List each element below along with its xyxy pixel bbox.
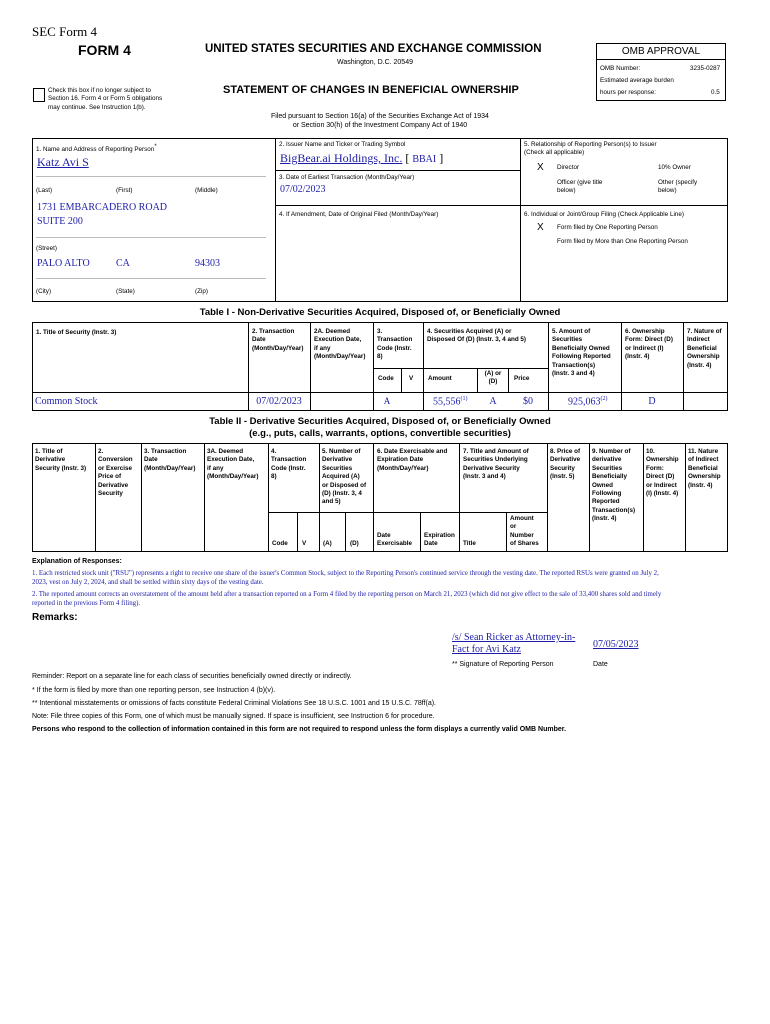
box4-label: 4. If Amendment, Date of Original Filed (Month/Day/Year) [279,211,439,218]
reminder-text: Reminder: Report on a separate line for each class of securities beneficially owned directly or indirectly. [32,673,352,680]
t2-sub-d: (D) [350,540,359,547]
other-label: Other (specify below) [658,179,698,195]
t1-row-code: A [383,396,391,406]
issuer-name: BigBear.ai Holdings, Inc. [280,151,403,165]
t1-row-price: $0 [523,396,533,407]
issuer-name-ticker: BigBear.ai Holdings, Inc. [ BBAI ] [280,151,444,165]
more-persons-label: Form filed by More than One Reporting Person [557,238,688,245]
footnote-2: 2. The reported amount corrects an overstatement of the amount held after a transaction reported on a Form 4 filed by the reporting person on March 21, 2023 (which did not give effect to the sale of 33,400 shares sold and timely reported in the previous Form 4 filing). [32,591,662,607]
t2-col-trans-date: 3. Transaction Date (Month/Day/Year) [144,448,196,472]
box5-label: 5. Relationship of Reporting Person(s) to Issuer (Check all applicable) [524,141,657,157]
t2-sub-expiration: Expiration Date [424,532,455,548]
officer-label: Officer (give title below) [557,179,603,195]
t1-col-title: 1. Title of Security (Instr. 3) [36,329,117,336]
omb-number-value: 3235-0287 [690,65,721,72]
t1-col-amount-owned: 5. Amount of Securities Beneficially Owned Following Reported Transaction(s) (Instr. 3 and 4) [552,328,611,378]
t2-col-nature: 11. Nature of Indirect Beneficial Ownership (Instr. 4) [688,448,721,489]
state-value: CA [116,258,130,269]
t1-col-deemed: 2A. Deemed Execution Date, if any (Month/Day/Year) [314,328,366,361]
t1-col-code: 3. Transaction Code (Instr. 8) [377,328,413,361]
zip-value: 94303 [195,258,220,269]
statement-title: STATEMENT OF CHANGES IN BENEFICIAL OWNERSHIP [223,84,519,96]
t1-row-date: 07/02/2023 [256,396,302,407]
copies-note: Note: File three copies of this Form, one of which must be manually signed. If space is insufficient, see Instruction 6 for procedure. [32,713,435,720]
signature-label: ** Signature of Reporting Person [452,661,554,668]
table1-title: Table I - Non-Derivative Securities Acquired, Disposed of, or Beneficially Owned [199,307,561,318]
one-person-label: Form filed by One Reporting Person [557,224,658,231]
omb-hours-label: hours per response: [600,89,657,96]
box2-label: 2. Issuer Name and Ticker or Trading Symbol [279,141,406,148]
director-label: Director [557,164,580,171]
zip-label: (Zip) [195,288,208,295]
t2-sub-v: V [302,540,307,547]
date-label: Date [593,661,608,668]
t1-row-form: D [648,396,656,407]
ticker-symbol: BBAI [412,154,437,165]
box3-label: 3. Date of Earliest Transaction (Month/Day/Year) [279,174,415,181]
no-longer-subject-checkbox[interactable] [33,88,45,102]
t1-sub-price: Price [514,375,530,382]
t2-col-number: 5. Number of Derivative Securities Acquired (A) or Disposed of (D) (Instr. 3, 4 and 5) [322,448,367,506]
t2-col-ownership-form: 10. Ownership Form: Direct (D) or Indirect (I) (Instr. 4) [646,448,679,498]
t1-row-amount: 55,556$^{(1)}$ [433,396,468,408]
t1-row-owned: 925,063$^{(2)}$ [568,396,608,408]
explanation-heading: Explanation of Responses: [32,558,122,565]
checkbox-label: Check this box if no longer subject to Section 16. Form 4 or Form 5 obligations may continue. See Instruction 1(b). [48,87,163,111]
t2-sub-title: Title [463,540,476,547]
t2-col-underlying: 7. Title and Amount of Securities Underlying Derivative Security (Instr. 3 and 4) [463,448,529,481]
address-line-2: SUITE 200 [37,216,83,227]
signature-date: 07/05/2023 [593,639,639,650]
earliest-transaction-date: 07/02/2023 [280,184,326,195]
t2-col-owned: 9. Number of derivative Securities Beneficially Owned Following Reported Transaction(s) (Instr. 4) [592,448,636,523]
multiple-persons-note: * If the form is filed by more than one reporting person, see Instruction 4 (b)(v). [32,687,276,694]
commission-title: UNITED STATES SECURITIES AND EXCHANGE COMMISSION [205,43,542,55]
ten-percent-owner-label: 10% Owner [658,164,691,171]
box6-label: 6. Individual or Joint/Group Filing (Check Applicable Line) [524,211,684,218]
middle-label: (Middle) [195,187,218,194]
form-title: FORM 4 [78,42,131,58]
t2-sub-amount-shares: Amount or Number of Shares [510,515,539,548]
street-label: (Street) [36,245,57,252]
t1-sub-ad: (A) or (D) [484,370,502,386]
omb-note: Persons who respond to the collection of information contained in this form are not required to respond unless the form displays a currently valid OMB Number. [32,726,567,733]
t1-col-date: 2. Transaction Date (Month/Day/Year) [252,328,304,352]
omb-number-label: OMB Number: [600,65,641,72]
one-person-check-mark[interactable]: X [537,222,544,233]
t2-sub-date-exercisable: Date Exercisable [377,532,413,548]
t2-col-exercisable: 6. Date Exercisable and Expiration Date (Month/Day/Year) [377,448,448,472]
t2-col-conversion: 2. Conversion or Exercise Price of Derivative Security [98,448,133,498]
t1-sub-amount: Amount [428,375,452,382]
t1-col-acquired: 4. Securities Acquired (A) or Disposed Of (D) (Instr. 3, 4 and 5) [427,328,527,344]
director-check-mark[interactable]: X [537,162,544,173]
first-label: (First) [116,187,133,194]
omb-hours-value: 0.5 [711,89,720,96]
reporting-person-name: Katz Avi S [37,155,89,169]
footnote-1: 1. Each restricted stock unit ("RSU") represents a right to receive one share of the issuer's Common Stock, subject to the Reporting Person's continued service through the vesting date. The reported RSUs were granted on July 2, 2023, vest on July 2, 2024, and shall be settled within sixty days of the vesting date. [32,570,659,586]
last-label: (Last) [36,187,53,194]
t1-col-ownership-form: 6. Ownership Form: Direct (D) or Indirect (I) (Instr. 4) [625,328,673,361]
t2-col-title: 1. Title of Derivative Security (Instr. 3) [35,448,87,472]
t1-row-title: Common Stock [35,396,98,407]
t1-sub-v: V [409,375,414,382]
city-value: PALO ALTO [37,258,90,269]
box1-label: 1. Name and Address of Reporting Person* [36,144,157,154]
omb-title: OMB APPROVAL [597,44,725,60]
misstatements-note: ** Intentional misstatements or omissions of facts constitute Federal Criminal Violations See 18 U.S.C. 1001 and 15 U.S.C. 78ff(a). [32,700,436,707]
t1-col-nature: 7. Nature of Indirect Beneficial Ownership (Instr. 4) [687,328,722,369]
t2-sub-a: (A) [323,540,332,547]
city-label: (City) [36,288,52,295]
t1-row-ad: A [489,396,497,407]
t1-sub-code: Code [378,375,394,382]
filed-pursuant-text: Filed pursuant to Section 16(a) of the Securities Exchange Act of 1934 or Section 30(h) of the Investment Company Act of 1940 [271,113,489,129]
t2-col-price: 8. Price of Derivative Security (Instr. 5) [550,448,581,481]
signature: /s/ Sean Ricker as Attorney-in- Fact for Avi Katz [452,632,576,655]
state-label: (State) [116,288,135,295]
location-text: Washington, D.C. 20549 [336,59,413,66]
address-line-1: 1731 EMBARCADERO ROAD [37,202,168,213]
remarks-heading: Remarks: [32,612,78,623]
t2-col-deemed: 3A. Deemed Execution Date, if any (Month/Day/Year) [207,448,259,481]
table2-title: Table II - Derivative Securities Acquired, Disposed of, or Beneficially Owned (e.g., puts, calls, warrants, options, convertible securities) [209,416,551,439]
t2-sub-code: Code [272,540,288,547]
omb-burden-label: Estimated average burden [600,77,674,84]
t2-col-code: 4. Transaction Code (Instr. 8) [271,448,307,481]
sec-form-label: SEC Form 4 [32,24,98,39]
